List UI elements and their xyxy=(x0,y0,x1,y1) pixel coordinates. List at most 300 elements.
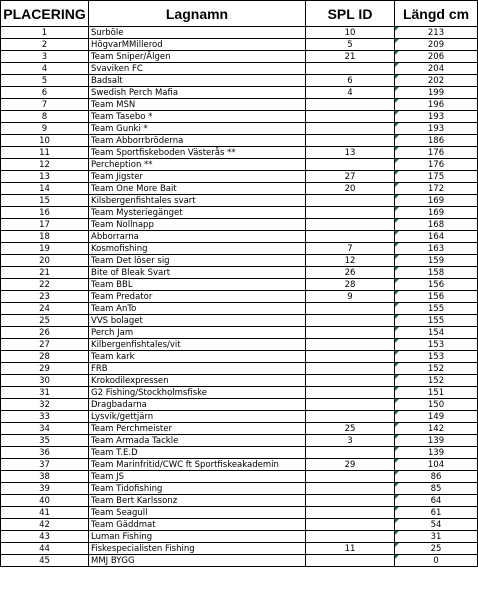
number-stored-as-text-indicator xyxy=(395,279,399,283)
spl-id-cell[interactable] xyxy=(306,243,395,255)
team-name-cell[interactable] xyxy=(89,195,306,207)
team-name-cell[interactable] xyxy=(89,435,306,447)
team-name-cell[interactable] xyxy=(89,123,306,135)
spl-id-cell[interactable] xyxy=(306,351,395,363)
length-cell[interactable] xyxy=(395,483,478,495)
table-row xyxy=(1,195,478,207)
length-cell[interactable] xyxy=(395,75,478,87)
placement-cell[interactable] xyxy=(1,27,89,39)
length-cell[interactable] xyxy=(395,519,478,531)
number-stored-as-text-indicator xyxy=(395,483,399,487)
table-row xyxy=(1,543,478,555)
length-cell[interactable] xyxy=(395,171,478,183)
table-row xyxy=(1,123,478,135)
team-name-cell[interactable] xyxy=(89,255,306,267)
placement-cell[interactable] xyxy=(1,159,89,171)
cell-value: 32 xyxy=(39,399,50,410)
placement-cell[interactable] xyxy=(1,111,89,123)
cell-value: Team Tasebo * xyxy=(91,111,153,122)
cell-value: 142 xyxy=(427,423,445,434)
cell-value: 26 xyxy=(39,327,50,338)
spl-id-cell[interactable] xyxy=(306,423,395,435)
header-lagnamn[interactable]: Lagnamn xyxy=(89,1,306,27)
placement-cell[interactable] xyxy=(1,303,89,315)
spl-id-cell[interactable] xyxy=(306,471,395,483)
length-cell[interactable] xyxy=(395,243,478,255)
placement-cell[interactable] xyxy=(1,543,89,555)
number-stored-as-text-indicator xyxy=(395,183,399,187)
spl-id-cell[interactable] xyxy=(306,555,395,567)
cell-value: Badsalt xyxy=(91,75,123,86)
cell-value: Team AnTo xyxy=(91,303,137,314)
cell-value: 37 xyxy=(39,459,50,470)
cell-value: 14 xyxy=(39,183,50,194)
cell-value: 41 xyxy=(39,507,50,518)
team-name-cell[interactable] xyxy=(89,171,306,183)
table-body xyxy=(1,27,478,567)
cell-value: Team MSN xyxy=(91,99,136,110)
team-name-cell[interactable] xyxy=(89,219,306,231)
team-name-cell[interactable] xyxy=(89,63,306,75)
spl-id-cell[interactable] xyxy=(306,171,395,183)
spl-id-cell[interactable] xyxy=(306,459,395,471)
cell-value: 4 xyxy=(41,63,48,74)
cell-value: 42 xyxy=(39,519,50,530)
team-name-cell[interactable] xyxy=(89,375,306,387)
cell-value: 172 xyxy=(427,183,445,194)
team-name-cell[interactable] xyxy=(89,75,306,87)
spl-id-cell[interactable] xyxy=(306,123,395,135)
placement-cell[interactable] xyxy=(1,423,89,435)
team-name-cell[interactable] xyxy=(89,399,306,411)
length-cell[interactable] xyxy=(395,231,478,243)
team-name-cell[interactable] xyxy=(89,279,306,291)
team-name-cell[interactable] xyxy=(89,531,306,543)
length-cell[interactable] xyxy=(395,279,478,291)
placement-cell[interactable] xyxy=(1,387,89,399)
length-cell[interactable] xyxy=(395,495,478,507)
team-name-cell[interactable] xyxy=(89,267,306,279)
spl-id-cell[interactable] xyxy=(306,195,395,207)
spl-id-cell[interactable] xyxy=(306,387,395,399)
team-name-cell[interactable] xyxy=(89,363,306,375)
table-row xyxy=(1,327,478,339)
spl-id-cell[interactable] xyxy=(306,435,395,447)
cell-value: 24 xyxy=(39,303,50,314)
cell-value: 29 xyxy=(39,363,50,374)
cell-value: 7 xyxy=(41,99,48,110)
cell-value: Team JS xyxy=(91,471,125,482)
team-name-cell[interactable] xyxy=(89,27,306,39)
cell-value: 169 xyxy=(427,207,445,218)
placement-cell[interactable] xyxy=(1,507,89,519)
length-cell[interactable] xyxy=(395,375,478,387)
team-name-cell[interactable] xyxy=(89,207,306,219)
placement-cell[interactable] xyxy=(1,135,89,147)
header-row xyxy=(1,1,478,27)
cell-value: MMJ BYGG xyxy=(91,555,135,566)
cell-value: 204 xyxy=(427,63,445,74)
cell-value: 20 xyxy=(344,183,356,194)
spl-id-cell[interactable] xyxy=(306,207,395,219)
placement-cell[interactable] xyxy=(1,75,89,87)
cell-value: 27 xyxy=(39,339,50,350)
length-cell[interactable] xyxy=(395,51,478,63)
spl-id-cell[interactable] xyxy=(306,315,395,327)
placement-cell[interactable] xyxy=(1,183,89,195)
length-cell[interactable] xyxy=(395,315,478,327)
placement-cell[interactable] xyxy=(1,63,89,75)
number-stored-as-text-indicator xyxy=(395,495,399,499)
team-name-cell[interactable] xyxy=(89,159,306,171)
team-name-cell[interactable] xyxy=(89,459,306,471)
number-stored-as-text-indicator xyxy=(395,207,399,211)
spl-id-cell[interactable] xyxy=(306,219,395,231)
spl-id-cell[interactable] xyxy=(306,147,395,159)
length-cell[interactable] xyxy=(395,87,478,99)
cell-value: 156 xyxy=(427,291,445,302)
placement-cell[interactable] xyxy=(1,123,89,135)
placement-cell[interactable] xyxy=(1,435,89,447)
placement-cell[interactable] xyxy=(1,315,89,327)
length-cell[interactable] xyxy=(395,207,478,219)
cell-value: 10 xyxy=(344,27,356,38)
length-cell[interactable] xyxy=(395,507,478,519)
placement-cell[interactable] xyxy=(1,399,89,411)
number-stored-as-text-indicator xyxy=(395,135,399,139)
placement-cell[interactable] xyxy=(1,87,89,99)
placement-cell[interactable] xyxy=(1,363,89,375)
placement-cell[interactable] xyxy=(1,99,89,111)
table-row xyxy=(1,399,478,411)
spl-id-cell[interactable] xyxy=(306,519,395,531)
placement-cell[interactable] xyxy=(1,459,89,471)
table-row xyxy=(1,255,478,267)
cell-value: 139 xyxy=(427,435,445,446)
spl-id-cell[interactable] xyxy=(306,75,395,87)
length-cell[interactable] xyxy=(395,555,478,567)
cell-value: Kilbergenfishtales/vit xyxy=(91,339,181,350)
spl-id-cell[interactable] xyxy=(306,447,395,459)
cell-value: 21 xyxy=(344,51,356,62)
team-name-cell[interactable] xyxy=(89,351,306,363)
number-stored-as-text-indicator xyxy=(395,123,399,127)
placement-cell[interactable] xyxy=(1,339,89,351)
cell-value: 186 xyxy=(427,135,445,146)
cell-value: 40 xyxy=(39,495,50,506)
cell-value: Team Seagull xyxy=(91,507,148,518)
table-row xyxy=(1,207,478,219)
table-row xyxy=(1,99,478,111)
length-cell[interactable] xyxy=(395,351,478,363)
placement-cell[interactable] xyxy=(1,219,89,231)
spl-id-cell[interactable] xyxy=(306,231,395,243)
team-name-cell[interactable] xyxy=(89,291,306,303)
team-name-cell[interactable] xyxy=(89,135,306,147)
length-cell[interactable] xyxy=(395,363,478,375)
spl-id-cell[interactable] xyxy=(306,51,395,63)
length-cell[interactable] xyxy=(395,147,478,159)
length-cell[interactable] xyxy=(395,399,478,411)
cell-value: 151 xyxy=(427,387,445,398)
length-cell[interactable] xyxy=(395,339,478,351)
placement-cell[interactable] xyxy=(1,291,89,303)
number-stored-as-text-indicator xyxy=(395,27,399,31)
cell-value: Team Nollnapp xyxy=(91,219,154,230)
cell-value: Team Gäddmat xyxy=(91,519,156,530)
placement-cell[interactable] xyxy=(1,411,89,423)
table-row xyxy=(1,111,478,123)
cell-value: FRB xyxy=(91,363,108,374)
spl-id-cell[interactable] xyxy=(306,135,395,147)
cell-value: Surböle xyxy=(91,27,124,38)
cell-value: 150 xyxy=(427,399,445,410)
table-row xyxy=(1,507,478,519)
cell-value: 19 xyxy=(39,243,50,254)
length-cell[interactable] xyxy=(395,63,478,75)
spl-id-cell[interactable] xyxy=(306,495,395,507)
spl-id-cell[interactable] xyxy=(306,483,395,495)
placement-cell[interactable] xyxy=(1,471,89,483)
cell-value: Perch Jam xyxy=(91,327,134,338)
team-name-cell[interactable] xyxy=(89,183,306,195)
placement-cell[interactable] xyxy=(1,279,89,291)
length-cell[interactable] xyxy=(395,27,478,39)
cell-value: 139 xyxy=(427,447,445,458)
team-name-cell[interactable] xyxy=(89,339,306,351)
table-row xyxy=(1,471,478,483)
length-cell[interactable] xyxy=(395,39,478,51)
spl-id-cell[interactable] xyxy=(306,543,395,555)
cell-value: 86 xyxy=(430,471,442,482)
team-name-cell[interactable] xyxy=(89,387,306,399)
team-name-cell[interactable] xyxy=(89,423,306,435)
team-name-cell[interactable] xyxy=(89,99,306,111)
cell-value: 155 xyxy=(427,303,445,314)
placement-cell[interactable] xyxy=(1,231,89,243)
spl-id-cell[interactable] xyxy=(306,183,395,195)
cell-value: 168 xyxy=(427,219,445,230)
spl-id-cell[interactable] xyxy=(306,39,395,51)
team-name-cell[interactable] xyxy=(89,411,306,423)
length-cell[interactable] xyxy=(395,543,478,555)
cell-value: Bite of Bleak Svart xyxy=(91,267,171,278)
placement-cell[interactable] xyxy=(1,147,89,159)
number-stored-as-text-indicator xyxy=(395,87,399,91)
team-name-cell[interactable] xyxy=(89,111,306,123)
cell-value: 36 xyxy=(39,447,50,458)
placement-cell[interactable] xyxy=(1,171,89,183)
spl-id-cell[interactable] xyxy=(306,363,395,375)
cell-value: 175 xyxy=(427,171,445,182)
cell-value: 22 xyxy=(39,279,50,290)
cell-value: Luman Fishing xyxy=(91,531,153,542)
cell-value: 44 xyxy=(39,543,50,554)
length-cell[interactable] xyxy=(395,219,478,231)
cell-value: HögvarMMillerod xyxy=(91,39,163,50)
length-cell[interactable] xyxy=(395,411,478,423)
length-cell[interactable] xyxy=(395,303,478,315)
cell-value: 9 xyxy=(347,291,353,302)
team-name-cell[interactable] xyxy=(89,315,306,327)
cell-value: 21 xyxy=(39,267,50,278)
spl-id-cell[interactable] xyxy=(306,87,395,99)
cell-value: 15 xyxy=(39,195,50,206)
spl-id-cell[interactable] xyxy=(306,159,395,171)
spl-id-cell[interactable] xyxy=(306,291,395,303)
table-row xyxy=(1,171,478,183)
length-cell[interactable] xyxy=(395,183,478,195)
cell-value: Swedish Perch Mafia xyxy=(91,87,179,98)
team-name-cell[interactable] xyxy=(89,303,306,315)
length-cell[interactable] xyxy=(395,435,478,447)
placement-cell[interactable] xyxy=(1,519,89,531)
cell-value: 30 xyxy=(39,375,50,386)
length-cell[interactable] xyxy=(395,135,478,147)
length-cell[interactable] xyxy=(395,255,478,267)
spl-id-cell[interactable] xyxy=(306,27,395,39)
placement-cell[interactable] xyxy=(1,327,89,339)
spl-id-cell[interactable] xyxy=(306,327,395,339)
number-stored-as-text-indicator xyxy=(395,411,399,415)
spl-id-cell[interactable] xyxy=(306,111,395,123)
length-cell[interactable] xyxy=(395,111,478,123)
team-name-cell[interactable] xyxy=(89,39,306,51)
spl-id-cell[interactable] xyxy=(306,399,395,411)
length-cell[interactable] xyxy=(395,159,478,171)
spl-id-cell[interactable] xyxy=(306,99,395,111)
spl-id-cell[interactable] xyxy=(306,279,395,291)
placement-cell[interactable] xyxy=(1,255,89,267)
number-stored-as-text-indicator xyxy=(395,351,399,355)
spl-id-cell[interactable] xyxy=(306,411,395,423)
cell-value: 6 xyxy=(41,87,48,98)
cell-value: 196 xyxy=(427,99,445,110)
length-cell[interactable] xyxy=(395,267,478,279)
cell-value: Team Bert Karlssonz xyxy=(91,495,178,506)
team-name-cell[interactable] xyxy=(89,495,306,507)
cell-value: 18 xyxy=(39,231,50,242)
cell-value: 1 xyxy=(41,27,48,38)
team-name-cell[interactable] xyxy=(89,51,306,63)
team-name-cell[interactable] xyxy=(89,243,306,255)
header-placering[interactable]: PLACERING xyxy=(1,1,89,27)
length-cell[interactable] xyxy=(395,447,478,459)
team-name-cell[interactable] xyxy=(89,327,306,339)
length-cell[interactable] xyxy=(395,459,478,471)
placement-cell[interactable] xyxy=(1,195,89,207)
placement-cell[interactable] xyxy=(1,447,89,459)
team-name-cell[interactable] xyxy=(89,483,306,495)
table-row xyxy=(1,147,478,159)
table-row xyxy=(1,483,478,495)
table-row xyxy=(1,135,478,147)
table-row xyxy=(1,39,478,51)
table-row xyxy=(1,63,478,75)
cell-value: 176 xyxy=(427,159,445,170)
length-cell[interactable] xyxy=(395,327,478,339)
length-cell[interactable] xyxy=(395,195,478,207)
length-cell[interactable] xyxy=(395,531,478,543)
cell-value: 158 xyxy=(427,267,445,278)
spl-id-cell[interactable] xyxy=(306,507,395,519)
cell-value: 31 xyxy=(39,387,50,398)
cell-value: 28 xyxy=(344,279,356,290)
cell-value: 13 xyxy=(344,147,356,158)
placement-cell[interactable] xyxy=(1,483,89,495)
placement-cell[interactable] xyxy=(1,51,89,63)
team-name-cell[interactable] xyxy=(89,555,306,567)
placement-cell[interactable] xyxy=(1,39,89,51)
table-row xyxy=(1,363,478,375)
spl-id-cell[interactable] xyxy=(306,267,395,279)
cell-value: 26 xyxy=(344,267,356,278)
placement-cell[interactable] xyxy=(1,243,89,255)
cell-value: 13 xyxy=(39,171,50,182)
number-stored-as-text-indicator xyxy=(395,195,399,199)
cell-value: 45 xyxy=(39,555,50,566)
placement-cell[interactable] xyxy=(1,555,89,567)
cell-value: Kosmofishing xyxy=(91,243,148,254)
spl-id-cell[interactable] xyxy=(306,303,395,315)
spl-id-cell[interactable] xyxy=(306,375,395,387)
cell-value: 6 xyxy=(347,75,353,86)
cell-value: 153 xyxy=(427,351,445,362)
placement-cell[interactable] xyxy=(1,495,89,507)
cell-value: Krokodilexpressen xyxy=(91,375,169,386)
team-name-cell[interactable] xyxy=(89,471,306,483)
placement-cell[interactable] xyxy=(1,207,89,219)
team-name-cell[interactable] xyxy=(89,231,306,243)
team-name-cell[interactable] xyxy=(89,543,306,555)
team-name-cell[interactable] xyxy=(89,519,306,531)
cell-value: Team Marinfritid/CWC ft Sportfiskeakademin xyxy=(91,459,279,470)
cell-value: 176 xyxy=(427,147,445,158)
number-stored-as-text-indicator xyxy=(395,111,399,115)
table-row xyxy=(1,243,478,255)
cell-value: 7 xyxy=(347,243,353,254)
team-name-cell[interactable] xyxy=(89,147,306,159)
cell-value: 25 xyxy=(344,423,356,434)
length-cell[interactable] xyxy=(395,387,478,399)
number-stored-as-text-indicator xyxy=(395,435,399,439)
spl-id-cell[interactable] xyxy=(306,255,395,267)
team-name-cell[interactable] xyxy=(89,87,306,99)
team-name-cell[interactable] xyxy=(89,447,306,459)
header-spl-id[interactable]: SPL ID xyxy=(306,1,395,27)
placement-cell[interactable] xyxy=(1,531,89,543)
cell-value: 54 xyxy=(430,519,442,530)
spl-id-cell[interactable] xyxy=(306,339,395,351)
length-cell[interactable] xyxy=(395,291,478,303)
team-name-cell[interactable] xyxy=(89,507,306,519)
header-langd-cm[interactable]: Längd cm xyxy=(395,1,478,27)
length-cell[interactable] xyxy=(395,123,478,135)
cell-value: 12 xyxy=(39,159,50,170)
spl-id-cell[interactable] xyxy=(306,63,395,75)
length-cell[interactable] xyxy=(395,99,478,111)
number-stored-as-text-indicator xyxy=(395,375,399,379)
cell-value: 5 xyxy=(347,39,353,50)
length-cell[interactable] xyxy=(395,471,478,483)
length-cell[interactable] xyxy=(395,423,478,435)
spl-id-cell[interactable] xyxy=(306,531,395,543)
placement-cell[interactable] xyxy=(1,351,89,363)
cell-value: 155 xyxy=(427,315,445,326)
placement-cell[interactable] xyxy=(1,375,89,387)
number-stored-as-text-indicator xyxy=(395,387,399,391)
placement-cell[interactable] xyxy=(1,267,89,279)
